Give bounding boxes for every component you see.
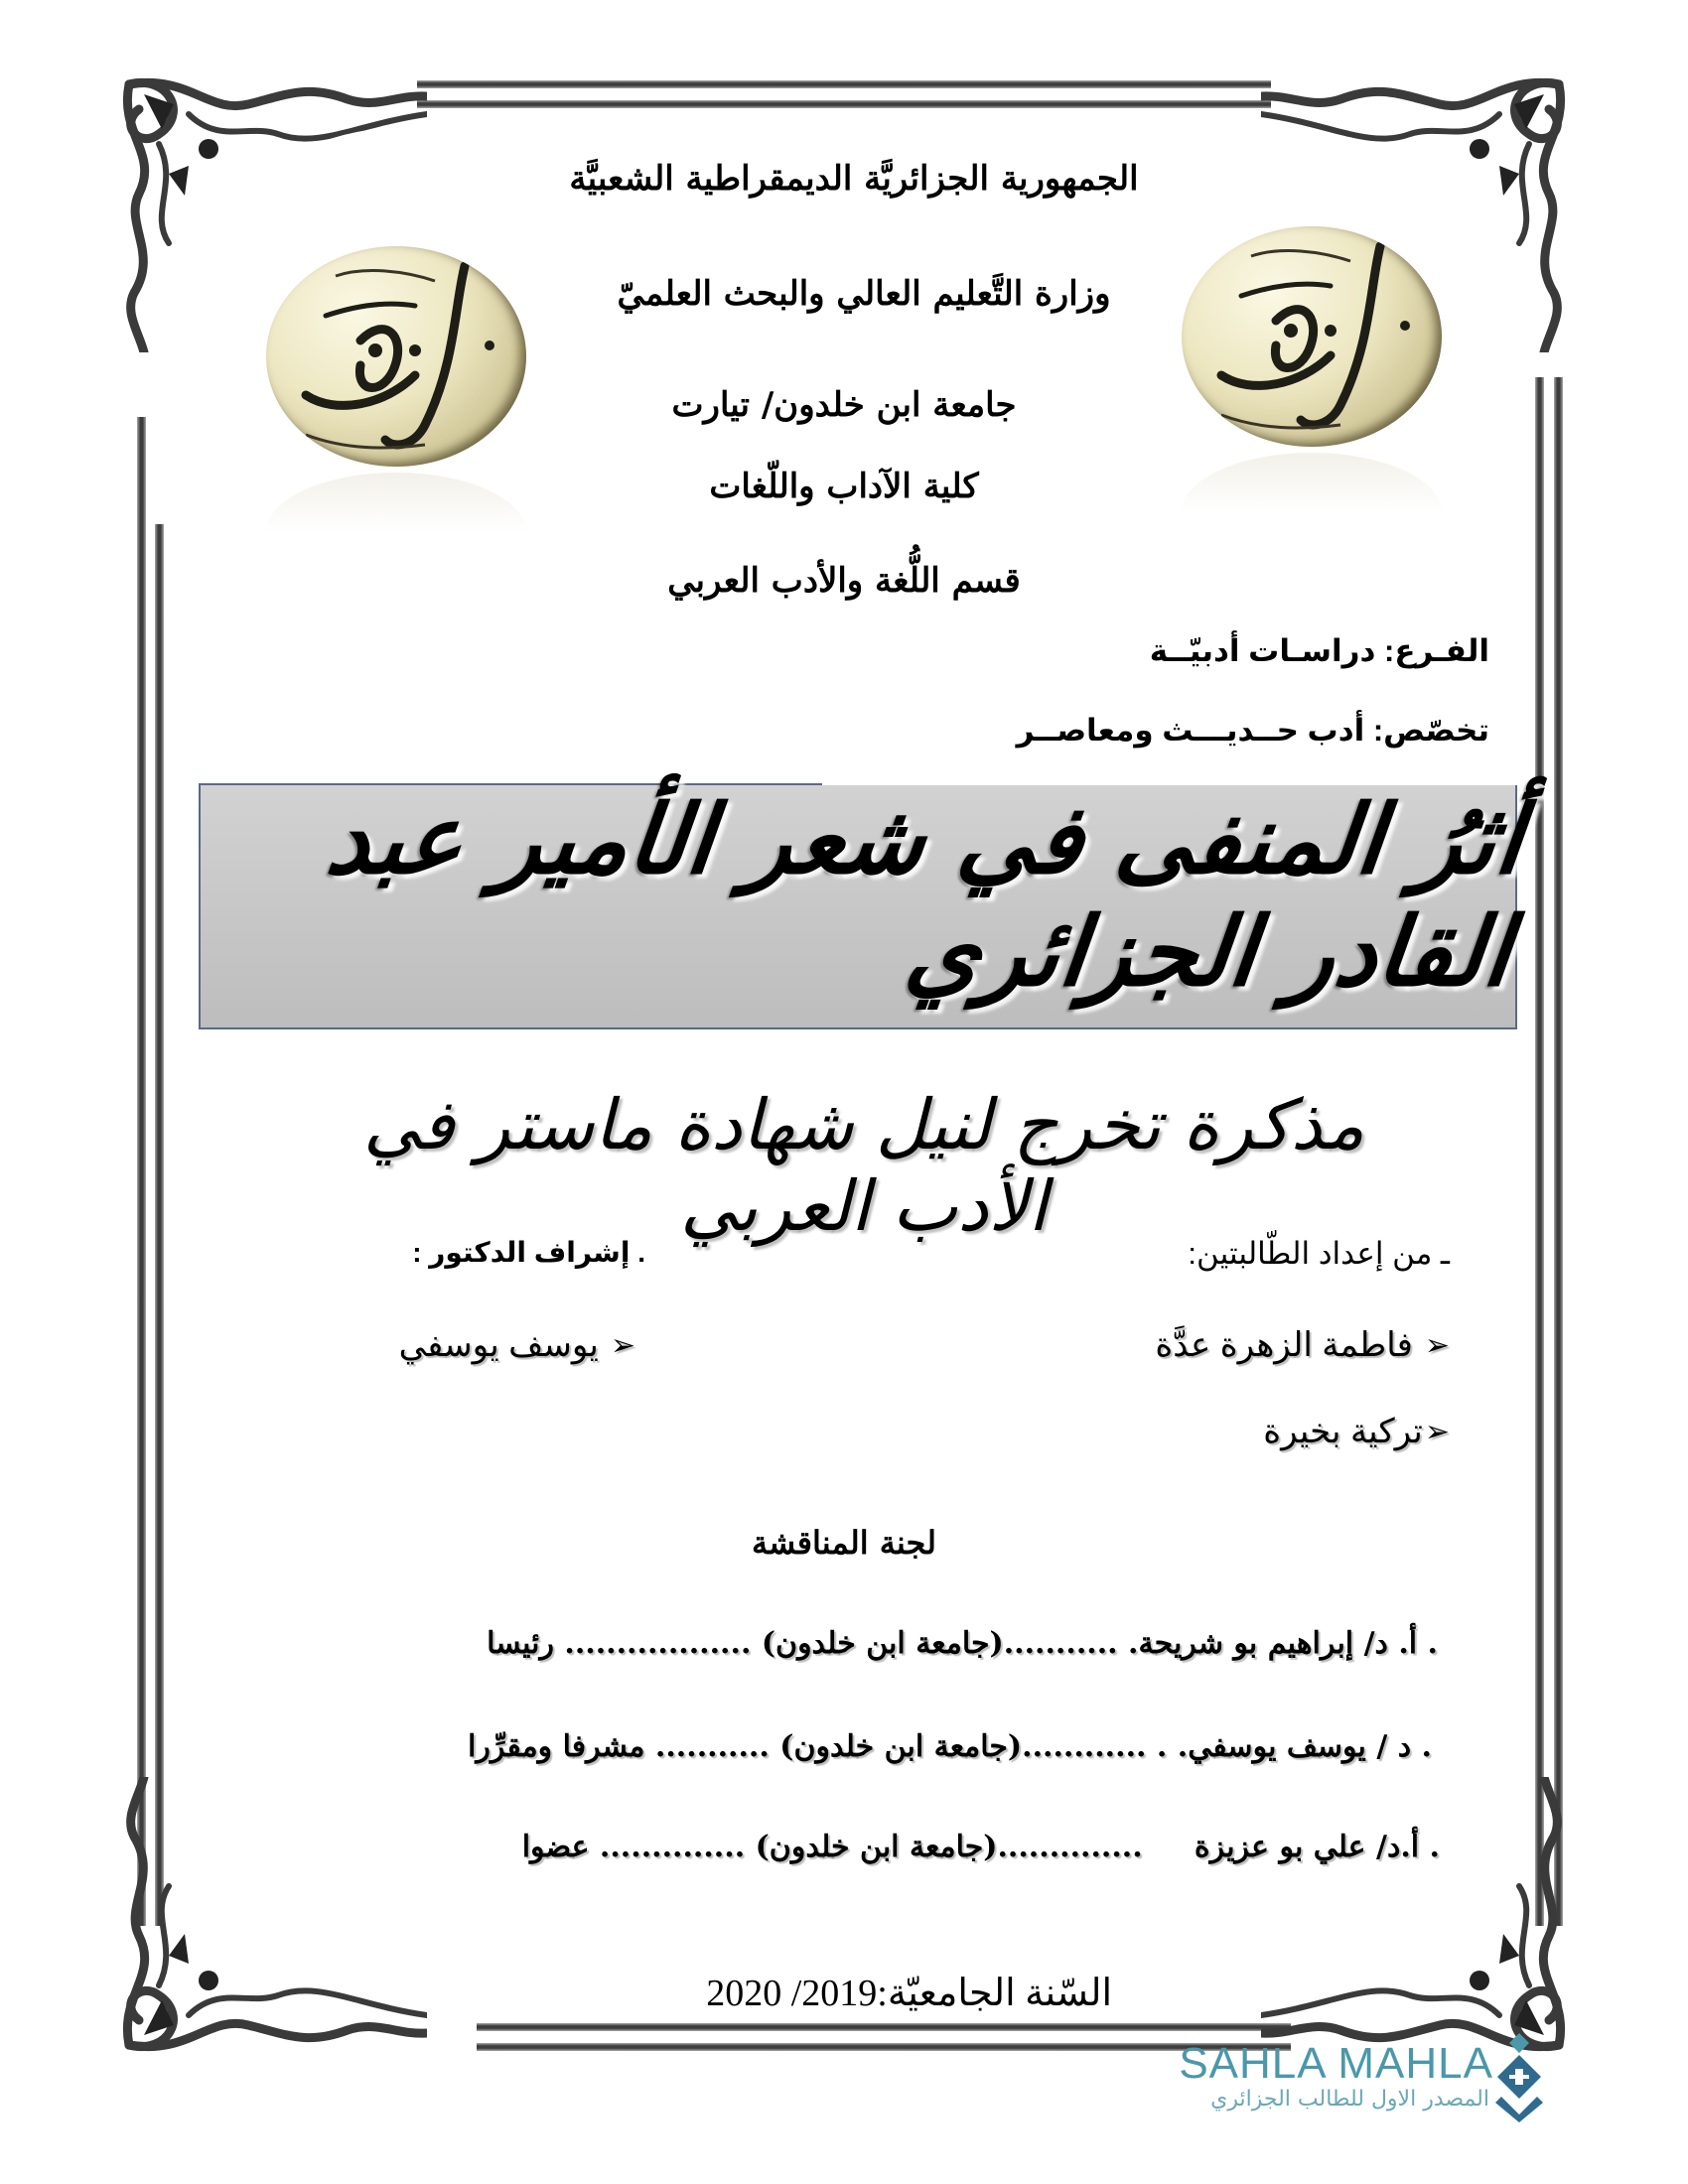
member-affiliation: (جامعة ابن خلدون) [755,1830,998,1864]
border-top-inner [417,100,1271,108]
committee-member-row [522,1830,1440,1864]
thesis-subtitle: مذكرة تخرج لنيل شهادة ماستر في الأدب العربي [362,1084,1365,1247]
member-name: . أ.د/ علي بو عزيزة [1194,1830,1440,1864]
member-name: . د / يوسف يوسفي. . [1156,1729,1432,1764]
department-name: قسم اللُّغة والأدب العربي [667,561,1021,601]
thesis-title-box [199,783,1528,1029]
leader-dots: .................. [564,1626,752,1661]
committee-title: لجنة المناقشة [752,1524,936,1562]
leader-dots: .............. [997,1830,1185,1864]
university-name: جامعة ابن خلدون/ تيارت [671,385,1017,425]
thesis-title: أثرُ المنفى في شعر الأمير عبد القادر الجزائري [321,783,1528,1008]
specialty-label: تخصّص: أدب حــديـــث ومعاصــر [1016,713,1489,748]
watermark-subtitle: المصدر الاول للطالب الجزائري [1210,2087,1489,2112]
supervisor-label: . إشراف الدكتور : [412,1237,645,1268]
member-name: . أ. د/ إبراهيم بو شريحة. [1128,1626,1438,1661]
border-top-outer [417,80,1271,88]
border-right-inner [1554,377,1563,1926]
watermark-title: SAHLA MAHLA [1179,2039,1493,2088]
border-left-outer [137,417,146,1926]
member-affiliation: (جامعة ابن خلدون) [779,1729,1023,1764]
branch-label: الفـرع: دراسـات أدبيّــة [1149,633,1489,668]
academic-year: السّنة الجامعيّة:2019/ 2020 [706,1973,1112,2014]
member-role: مشرفا ومقرِّرا [468,1729,645,1764]
border-right-outer [1535,377,1544,1926]
country-name: الجمهورية الجزائريَّة الديمقراطية الشعبيَّة [569,159,1139,199]
arrow-bullet-icon: ➢ [610,1328,635,1362]
leader-dots: ........... [654,1729,770,1764]
student-name-2 [1263,1412,1450,1451]
member-affiliation: (جامعة ابن خلدون) [761,1626,1004,1661]
member-role: عضوا [521,1830,590,1864]
arrow-bullet-icon: ➢ [1424,1328,1450,1362]
students-label: ـ من إعداد الطّالبتين: [1188,1236,1450,1271]
student-name: فاطمة الزهرة عدَّة [1155,1326,1413,1364]
committee-member-row [487,1626,1438,1661]
member-role: رئيسا [487,1626,554,1661]
supervisor-name-text: يوسف يوسفي [398,1326,599,1364]
ornament-corner-bottom-left-icon [99,1777,427,2075]
student-name: تركية بخيرة [1263,1413,1423,1450]
committee-member-row [468,1729,1432,1764]
leader-dots: ........... [1003,1626,1118,1661]
faculty-name: كلية الآداب واللّغات [709,467,979,506]
border-left-inner [155,437,164,1926]
watermark [1152,2025,1549,2124]
ministry-name: وزارة التَّعليم العالي والبحث العلميّ [617,274,1111,314]
leader-dots: .............. [599,1830,746,1864]
sahla-mahla-logo-icon [1489,2025,1549,2124]
arrow-bullet-icon: ➢ [1424,1415,1450,1448]
supervisor-name [399,1325,635,1365]
leader-dots: ............ [1022,1729,1147,1764]
student-name-1 [1155,1325,1450,1365]
